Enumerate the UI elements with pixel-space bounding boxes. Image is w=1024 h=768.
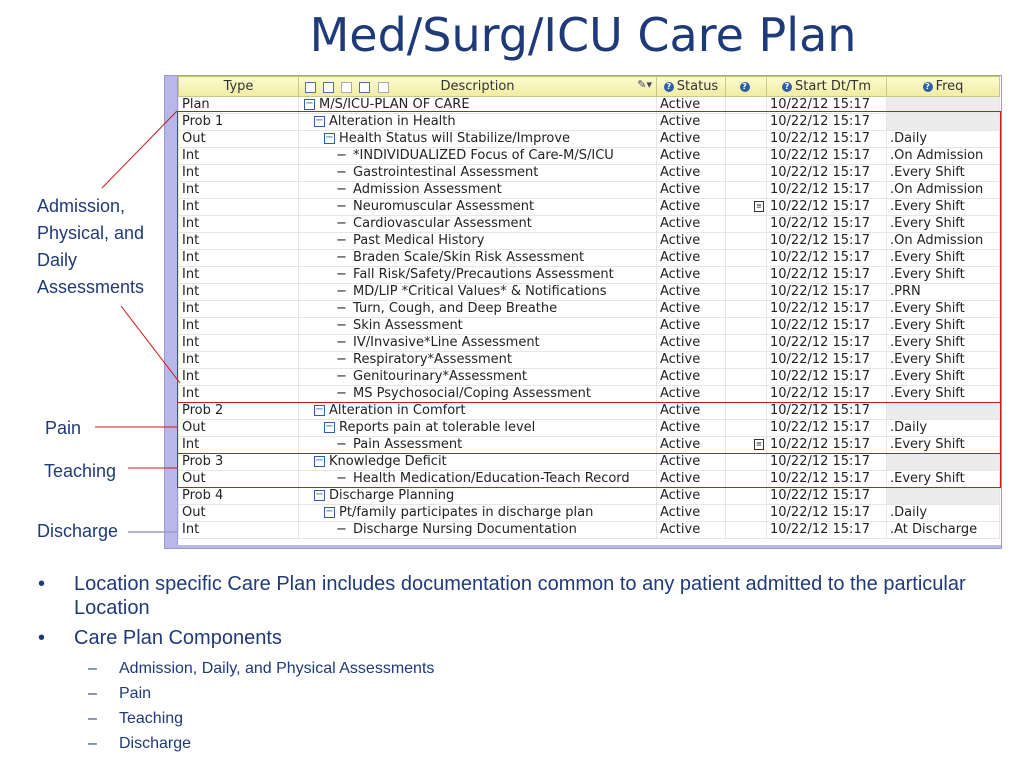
frequency-cell: .Daily [887, 131, 1000, 148]
status-cell: Active [657, 114, 726, 131]
description-text: M/S/ICU-PLAN OF CARE [319, 97, 470, 112]
leaf-dash-icon: − [336, 199, 352, 214]
frequency-cell: .Every Shift [887, 437, 1000, 454]
slide-title: Med/Surg/ICU Care Plan [309, 8, 857, 62]
leaf-dash-icon: − [336, 471, 352, 486]
help-icon: ? [923, 82, 933, 92]
description-cell [299, 454, 657, 471]
collapse-node-icon[interactable]: − [315, 455, 324, 466]
start-date-cell: 10/22/12 15:17 [767, 522, 887, 539]
grid-bottom-bar [165, 545, 1001, 548]
status-cell: Active [657, 420, 726, 437]
description-cell [299, 131, 657, 148]
table-row[interactable] [179, 386, 1000, 403]
frequency-cell: .On Admission [887, 148, 1000, 165]
description-text: Alteration in Comfort [329, 403, 466, 418]
note-cell [726, 386, 767, 403]
description-cell [299, 403, 657, 420]
frequency-cell: .Every Shift [887, 267, 1000, 284]
description-cell [299, 301, 657, 318]
description-text: Braden Scale/Skin Risk Assessment [353, 250, 585, 265]
bullet-marker: • [38, 573, 46, 595]
description-text: Skin Assessment [353, 318, 463, 333]
table-row[interactable] [179, 182, 1000, 199]
note-cell [726, 97, 767, 114]
frequency-cell [887, 488, 1000, 505]
status-cell: Active [657, 216, 726, 233]
leaf-dash-icon: − [336, 250, 352, 265]
status-cell: Active [657, 267, 726, 284]
frequency-cell: .Every Shift [887, 318, 1000, 335]
note-icon[interactable]: ≡ [754, 439, 764, 450]
leaf-dash-icon: − [336, 148, 352, 163]
description-text: Health Status will Stabilize/Improve [339, 131, 571, 146]
callout-line: Assessments [37, 277, 145, 297]
start-date-cell: 10/22/12 15:17 [767, 369, 887, 386]
sub-bullet-item [38, 706, 1008, 731]
frequency-cell: .Every Shift [887, 250, 1000, 267]
description-cell [299, 114, 657, 131]
description-text: Discharge Nursing Documentation [353, 522, 577, 537]
table-row[interactable] [179, 454, 1000, 471]
bullet-text: Location specific Care Plan includes documentation common to any patient admitted to the particular Location [74, 573, 966, 619]
frequency-cell: .Every Shift [887, 335, 1000, 352]
status-cell: Active [657, 437, 726, 454]
frequency-cell: .On Admission [887, 182, 1000, 199]
callout-line: Daily [37, 250, 78, 270]
type-cell: Int [179, 182, 299, 199]
type-cell: Int [179, 284, 299, 301]
frequency-cell: .Every Shift [887, 369, 1000, 386]
leaf-dash-icon: − [336, 165, 352, 180]
table-row[interactable] [179, 420, 1000, 437]
description-text: Reports pain at tolerable level [339, 420, 536, 435]
description-text: Admission Assessment [353, 182, 502, 197]
frequency-cell: .Every Shift [887, 301, 1000, 318]
expand-icon[interactable] [305, 82, 316, 93]
sub-bullet-text: Admission, Daily, and Physical Assessments [119, 660, 435, 677]
description-text: *INDIVIDUALIZED Focus of Care-M/S/ICU [353, 148, 614, 163]
description-cell [299, 216, 657, 233]
note-cell [726, 131, 767, 148]
start-date-cell: 10/22/12 15:17 [767, 335, 887, 352]
leaf-dash-icon: − [336, 369, 352, 384]
description-cell [299, 437, 657, 454]
note-cell [726, 233, 767, 250]
help-icon: ? [782, 82, 792, 92]
description-text: MD/LIP *Critical Values* & Notifications [353, 284, 607, 299]
leaf-dash-icon: − [336, 386, 352, 401]
sub-bullet-item [38, 681, 1008, 706]
status-cell: Active [657, 318, 726, 335]
description-cell [299, 165, 657, 182]
row-selector-strip[interactable] [165, 76, 178, 548]
description-cell [299, 352, 657, 369]
type-cell: Prob 3 [179, 454, 299, 471]
description-cell [299, 284, 657, 301]
note-cell [726, 148, 767, 165]
collapse-node-icon[interactable]: − [325, 132, 334, 143]
description-text: Past Medical History [353, 233, 485, 248]
note-cell [726, 284, 767, 301]
bullet-list [38, 572, 1008, 756]
type-cell: Plan [179, 97, 299, 114]
leaf-dash-icon: − [336, 318, 352, 333]
description-text: Health Medication/Education-Teach Record [353, 471, 630, 486]
sub-bullet-marker: – [88, 710, 97, 727]
type-cell: Int [179, 437, 299, 454]
column-header-status[interactable]: ? Status [657, 77, 726, 97]
status-cell: Active [657, 182, 726, 199]
type-cell: Out [179, 505, 299, 522]
description-cell [299, 386, 657, 403]
column-header-freq[interactable]: ? Freq [887, 77, 1000, 97]
table-row[interactable] [179, 301, 1000, 318]
callout-line: Admission, [37, 196, 126, 216]
frequency-cell: .Every Shift [887, 386, 1000, 403]
frequency-cell: .Every Shift [887, 352, 1000, 369]
type-cell: Prob 4 [179, 488, 299, 505]
status-cell: Active [657, 97, 726, 114]
description-text: Respiratory*Assessment [353, 352, 512, 367]
frequency-cell: .Every Shift [887, 216, 1000, 233]
start-date-cell: 10/22/12 15:17 [767, 233, 887, 250]
start-date-cell: 10/22/12 15:17 [767, 318, 887, 335]
sort-dropdown-icon[interactable]: ✎▾ [637, 78, 652, 91]
status-cell: Active [657, 148, 726, 165]
callout-assessments [37, 193, 144, 301]
description-text: Gastrointestinal Assessment [353, 165, 539, 180]
type-cell: Int [179, 369, 299, 386]
start-date-cell: 10/22/12 15:17 [767, 284, 887, 301]
column-header-type[interactable]: Type [179, 77, 299, 97]
start-date-cell: 10/22/12 15:17 [767, 488, 887, 505]
note-cell [726, 335, 767, 352]
description-cell [299, 199, 657, 216]
description-text: Pain Assessment [353, 437, 463, 452]
note-cell [726, 352, 767, 369]
note-cell [726, 420, 767, 437]
frequency-cell: .Every Shift [887, 165, 1000, 182]
bullet-marker: • [38, 627, 46, 649]
note-cell [726, 454, 767, 471]
status-cell: Active [657, 386, 726, 403]
type-cell: Prob 2 [179, 403, 299, 420]
collapse-node-icon[interactable]: − [315, 404, 324, 415]
header-row [179, 77, 1000, 97]
column-header-description[interactable]: Description ✎▾ [299, 77, 657, 97]
start-date-cell: 10/22/12 15:17 [767, 301, 887, 318]
description-text: IV/Invasive*Line Assessment [353, 335, 540, 350]
sub-bullet-marker: – [88, 660, 97, 677]
note-cell [726, 267, 767, 284]
note-cell [726, 471, 767, 488]
table-row[interactable] [179, 233, 1000, 250]
table-row[interactable] [179, 165, 1000, 182]
expand-all-icon[interactable] [341, 82, 352, 93]
frequency-cell: .PRN [887, 284, 1000, 301]
type-cell: Int [179, 199, 299, 216]
collapse-node-icon[interactable]: − [325, 506, 334, 517]
status-cell: Active [657, 199, 726, 216]
frequency-cell: .Every Shift [887, 199, 1000, 216]
note-cell [726, 318, 767, 335]
leaf-dash-icon: − [336, 267, 352, 282]
start-date-cell: 10/22/12 15:17 [767, 97, 887, 114]
start-date-cell: 10/22/12 15:17 [767, 250, 887, 267]
note-cell [726, 165, 767, 182]
type-cell: Int [179, 267, 299, 284]
note-cell [726, 216, 767, 233]
table-row[interactable] [179, 267, 1000, 284]
note-icon[interactable]: ≡ [754, 201, 764, 212]
collapse-node-icon[interactable]: − [305, 98, 314, 109]
care-plan-table [178, 76, 1000, 539]
frequency-cell [887, 114, 1000, 131]
description-cell [299, 335, 657, 352]
sub-bullet-text: Pain [119, 685, 152, 702]
bullet-item [38, 626, 1008, 650]
callout-line: Physical, and [37, 223, 145, 243]
frequency-cell: .Daily [887, 505, 1000, 522]
bullet-text: Care Plan Components [74, 627, 282, 649]
sub-bullet-text: Teaching [119, 710, 184, 727]
collapse-node-icon[interactable]: − [315, 115, 324, 126]
note-cell [726, 250, 767, 267]
type-cell: Int [179, 148, 299, 165]
sub-bullet-item [38, 656, 1008, 681]
table-row[interactable] [179, 488, 1000, 505]
help-icon: ? [664, 82, 674, 92]
bullet-item [38, 572, 1008, 620]
callout-teaching: Teaching [44, 461, 117, 481]
start-date-cell: 10/22/12 15:17 [767, 165, 887, 182]
description-cell [299, 267, 657, 284]
leaf-dash-icon: − [336, 437, 352, 452]
collapse-icon[interactable] [359, 82, 370, 93]
table-row[interactable] [179, 114, 1000, 131]
collapse-node-icon[interactable]: − [325, 421, 334, 432]
start-date-cell: 10/22/12 15:17 [767, 403, 887, 420]
note-cell [726, 437, 767, 454]
start-date-cell: 10/22/12 15:17 [767, 386, 887, 403]
type-cell: Int [179, 386, 299, 403]
frequency-cell [887, 403, 1000, 420]
description-text: Fall Risk/Safety/Precautions Assessment [353, 267, 614, 282]
description-text: Neuromuscular Assessment [353, 199, 535, 214]
table-row[interactable] [179, 216, 1000, 233]
start-date-cell: 10/22/12 15:17 [767, 114, 887, 131]
table-row[interactable] [179, 352, 1000, 369]
status-cell: Active [657, 505, 726, 522]
type-cell: Prob 1 [179, 114, 299, 131]
table-row[interactable] [179, 199, 1000, 216]
callout-discharge: Discharge [37, 521, 119, 541]
start-date-cell: 10/22/12 15:17 [767, 454, 887, 471]
note-cell [726, 301, 767, 318]
description-cell [299, 420, 657, 437]
description-cell [299, 233, 657, 250]
type-cell: Out [179, 420, 299, 437]
leaf-dash-icon: − [336, 284, 352, 299]
table-row[interactable] [179, 403, 1000, 420]
column-header-note[interactable] [726, 77, 767, 97]
sub-bullet-marker: – [88, 685, 97, 702]
start-date-cell: 10/22/12 15:17 [767, 437, 887, 454]
start-date-cell: 10/22/12 15:17 [767, 471, 887, 488]
table-row[interactable] [179, 148, 1000, 165]
type-cell: Int [179, 522, 299, 539]
description-text: Turn, Cough, and Deep Breathe [353, 301, 558, 316]
note-cell [726, 182, 767, 199]
description-cell [299, 148, 657, 165]
status-cell: Active [657, 284, 726, 301]
frequency-cell [887, 454, 1000, 471]
frequency-cell: .Daily [887, 420, 1000, 437]
frequency-cell: .On Admission [887, 233, 1000, 250]
grid-view-icon[interactable] [378, 82, 389, 93]
description-text: MS Psychosocial/Coping Assessment [353, 386, 591, 401]
table-row[interactable] [179, 437, 1000, 454]
description-cell [299, 369, 657, 386]
status-cell: Active [657, 369, 726, 386]
collapse-all-icon[interactable] [323, 82, 334, 93]
status-cell: Active [657, 301, 726, 318]
description-cell [299, 97, 657, 114]
description-text: Cardiovascular Assessment [353, 216, 532, 231]
description-cell [299, 182, 657, 199]
leaf-dash-icon: − [336, 522, 352, 537]
status-cell: Active [657, 335, 726, 352]
note-cell [726, 199, 767, 216]
start-date-cell: 10/22/12 15:17 [767, 352, 887, 369]
status-cell: Active [657, 131, 726, 148]
sub-bullet-item [38, 731, 1008, 756]
type-cell: Int [179, 216, 299, 233]
care-plan-grid [164, 75, 1002, 549]
description-cell [299, 250, 657, 267]
status-cell: Active [657, 165, 726, 182]
leaf-dash-icon: − [336, 335, 352, 350]
description-cell [299, 488, 657, 505]
sub-bullet-marker: – [88, 735, 97, 752]
start-date-cell: 10/22/12 15:17 [767, 216, 887, 233]
type-cell: Int [179, 301, 299, 318]
start-date-cell: 10/22/12 15:17 [767, 505, 887, 522]
type-cell: Int [179, 335, 299, 352]
leaf-dash-icon: − [336, 233, 352, 248]
note-cell [726, 114, 767, 131]
type-cell: Out [179, 471, 299, 488]
table-row[interactable] [179, 318, 1000, 335]
start-date-cell: 10/22/12 15:17 [767, 148, 887, 165]
collapse-node-icon[interactable]: − [315, 489, 324, 500]
table-row[interactable] [179, 250, 1000, 267]
start-date-cell: 10/22/12 15:17 [767, 199, 887, 216]
status-cell: Active [657, 250, 726, 267]
table-row[interactable] [179, 284, 1000, 301]
type-cell: Int [179, 233, 299, 250]
note-cell [726, 522, 767, 539]
type-cell: Int [179, 165, 299, 182]
start-date-cell: 10/22/12 15:17 [767, 131, 887, 148]
start-date-cell: 10/22/12 15:17 [767, 182, 887, 199]
frequency-cell: .At Discharge [887, 522, 1000, 539]
type-cell: Int [179, 352, 299, 369]
status-cell: Active [657, 352, 726, 369]
frequency-cell [887, 97, 1000, 114]
status-cell: Active [657, 471, 726, 488]
type-cell: Out [179, 131, 299, 148]
start-date-cell: 10/22/12 15:17 [767, 420, 887, 437]
callout-pain: Pain [45, 418, 82, 438]
leaf-dash-icon: − [336, 301, 352, 316]
table-row[interactable] [179, 522, 1000, 539]
description-text: Pt/family participates in discharge plan [339, 505, 594, 520]
description-text: Discharge Planning [329, 488, 455, 503]
note-cell [726, 505, 767, 522]
table-row[interactable] [179, 471, 1000, 488]
table-row[interactable] [179, 505, 1000, 522]
description-cell [299, 471, 657, 488]
status-cell: Active [657, 454, 726, 471]
view-toolbar [305, 80, 392, 95]
column-header-start[interactable]: ? Start Dt/Tm [767, 77, 887, 97]
status-cell: Active [657, 403, 726, 420]
description-text: Genitourinary*Assessment [353, 369, 527, 384]
description-cell [299, 318, 657, 335]
start-date-cell: 10/22/12 15:17 [767, 267, 887, 284]
note-cell [726, 403, 767, 420]
leaf-dash-icon: − [336, 182, 352, 197]
frequency-cell: .Every Shift [887, 471, 1000, 488]
description-text: Knowledge Deficit [329, 454, 447, 469]
sub-bullet-text: Discharge [119, 735, 192, 752]
table-row[interactable] [179, 97, 1000, 114]
table-row[interactable] [179, 335, 1000, 352]
type-cell: Int [179, 250, 299, 267]
table-row[interactable] [179, 131, 1000, 148]
leaf-dash-icon: − [336, 352, 352, 367]
description-text: Alteration in Health [329, 114, 456, 129]
table-row[interactable] [179, 369, 1000, 386]
description-cell [299, 505, 657, 522]
status-cell: Active [657, 233, 726, 250]
status-cell: Active [657, 522, 726, 539]
note-cell [726, 488, 767, 505]
description-cell [299, 522, 657, 539]
help-icon: ? [740, 82, 750, 92]
status-cell: Active [657, 488, 726, 505]
leaf-dash-icon: − [336, 216, 352, 231]
type-cell: Int [179, 318, 299, 335]
note-cell [726, 369, 767, 386]
